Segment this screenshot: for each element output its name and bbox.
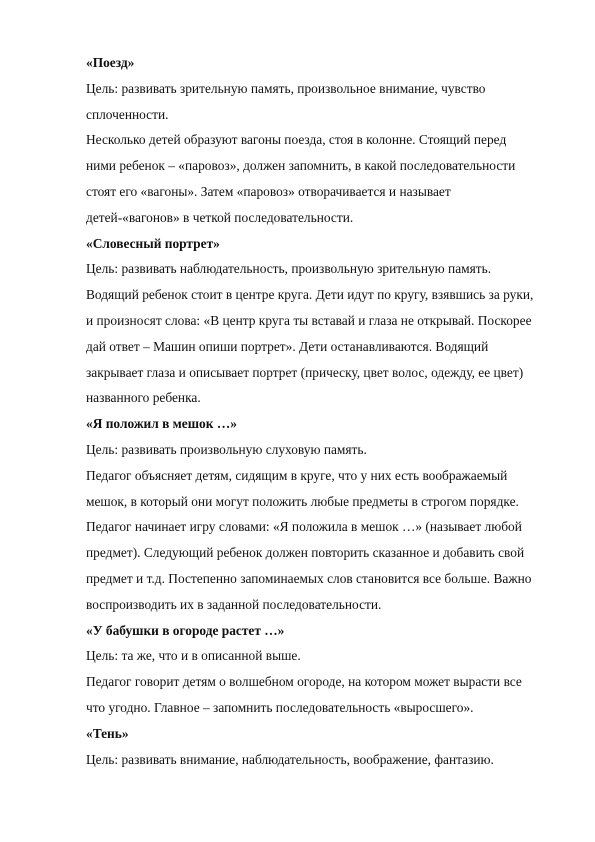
text-line: мешок, в который они могут положить любые предметы в строгом порядке. xyxy=(86,493,519,509)
section-heading: «У бабушки в огороде растет …» xyxy=(86,622,285,638)
section-heading: «Словесный портрет» xyxy=(86,235,220,251)
text-line: закрывает глаза и описывает портрет (прическу, цвет волос, одежду, ее цвет) xyxy=(86,364,524,380)
section-heading: «Тень» xyxy=(86,725,129,741)
text-line: и произносят слова: «В центр круга ты вставай и глаза не открывай. Поскорее xyxy=(86,312,532,328)
text-line: дай ответ – Машин опиши портрет». Дети останавливаются. Водящий xyxy=(86,338,489,354)
text-line: Педагог говорит детям о волшебном огороде, на котором может вырасти все xyxy=(86,674,522,690)
text-line: детей-«вагонов» в четкой последовательности. xyxy=(86,209,354,225)
text-line: ними ребенок – «паровоз», должен запомнить, в какой последовательности xyxy=(86,158,516,174)
text-line: Несколько детей образуют вагоны поезда, стоя в колонне. Стоящий перед xyxy=(86,132,507,148)
text-line: Цель: развивать зрительную память, произвольное внимание, чувство xyxy=(86,80,486,96)
text-line: Цель: та же, что и в описанной выше. xyxy=(86,648,301,664)
text-line: Педагог объясняет детям, сидящим в круге, что у них есть воображаемый xyxy=(86,467,508,483)
text-line: предмет и т.д. Постепенно запоминаемых слов становится все больше. Важно xyxy=(86,570,532,586)
text-line: воспроизводить их в заданной последовательности. xyxy=(86,596,382,612)
text-line: что угодно. Главное – запомнить последовательность «выросшего». xyxy=(86,699,474,715)
section-heading: «Поезд» xyxy=(86,55,135,70)
text-line: предмет). Следующий ребенок должен повторить сказанное и добавить свой xyxy=(86,545,525,561)
document-page xyxy=(86,50,556,772)
text-line: Водящий ребенок стоит в центре круга. Дети идут по кругу, взявшись за руки, xyxy=(86,287,534,303)
text-line: Педагог начинает игру словами: «Я положила в мешок …» (называет любой xyxy=(86,519,522,535)
text-line: Цель: развивать произвольную слуховую память. xyxy=(86,441,367,457)
text-line: Цель: развивать внимание, наблюдательность, воображение, фантазию. xyxy=(86,751,494,767)
text-line: Цель: развивать наблюдательность, произвольную зрительную память. xyxy=(86,261,492,277)
text-line: названного ребенка. xyxy=(86,390,201,406)
text-line: стоят его «вагоны». Затем «паровоз» отворачивается и называет xyxy=(86,183,451,199)
text-line: сплоченности. xyxy=(86,106,169,122)
section-heading: «Я положил в мешок …» xyxy=(86,416,237,432)
